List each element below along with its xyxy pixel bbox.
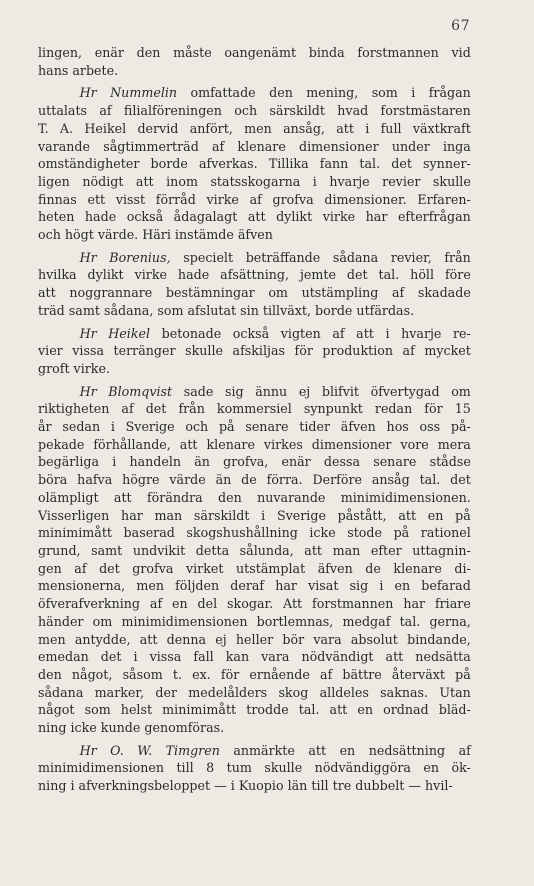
text-line: att noggrannare bestämningar om utstämpling af skadade xyxy=(38,286,471,302)
speaker-name: Hr O. W. Timgren xyxy=(79,743,220,759)
text-line: ning icke kunde genomföras. xyxy=(38,721,225,737)
line-text: sade sig ännu ej blifvit öfvertygad om xyxy=(172,384,471,400)
text-line: mensionerna, men följden deraf har visat sig i en befarad xyxy=(38,579,471,595)
text-line: böra hafva högre värde än de förra. Derföre ansåg tal. det xyxy=(38,473,471,489)
text-line: ning i afverkningsbeloppet — i Kuopio län till tre dubbelt — hvil- xyxy=(38,779,453,795)
text-line: hvilka dylikt virke hade afsättning, jemte det tal. höll före xyxy=(38,268,471,284)
text-line: heten hade också ådagalagt att dylikt virke har efterfrågan xyxy=(38,210,471,226)
line-text: specielt beträffande sådana revier, från xyxy=(170,250,471,266)
page-number: 67 xyxy=(451,18,470,34)
text-line: hans arbete. xyxy=(38,63,119,79)
line-text: omfattade den mening, som i frågan xyxy=(177,86,471,102)
paragraph xyxy=(38,384,471,738)
text-line xyxy=(38,326,471,344)
text-line: något som helst minimimått trodde tal. att en ordnad bläd- xyxy=(38,703,471,719)
text-line: omständigheter borde afverkas. Tillika fann tal. det synner- xyxy=(38,157,471,173)
text-line: varande sågtimmerträd af klenare dimensioner under inga xyxy=(38,139,471,155)
line-text: betonade också vigten af att i hvarje re- xyxy=(150,326,471,342)
text-line: lingen, enär den måste oangenämt binda forstmannen vid xyxy=(38,46,471,61)
text-line: pekade förhållande, att klenare virkes dimensioner vore mera xyxy=(38,437,471,453)
speaker-name: Hr Blomqvist xyxy=(79,384,173,400)
text-line: Visserligen har man särskildt i Sverige påstått, att en på xyxy=(38,508,471,524)
speaker-name: Hr Nummelin xyxy=(79,86,178,102)
text-line xyxy=(38,250,471,268)
text-line: T. A. Heikel dervid anfört, men ansåg, att i full växtkraft xyxy=(38,121,471,137)
paragraph xyxy=(38,743,471,796)
text-line xyxy=(38,85,471,103)
text-line: grund, samt undvikit detta sålunda, att man efter uttagnin- xyxy=(38,543,471,559)
text-line: den något, såsom t. ex. för ernående af bättre återväxt på xyxy=(38,667,471,683)
text-line: emedan det i vissa fall kan vara nödvändigt att nedsätta xyxy=(38,650,471,666)
text-line: minimidimensionen till 8 tum skulle nödvändiggöra en ök- xyxy=(38,761,471,777)
text-line: men antydde, att denna ej heller bör vara absolut bindande, xyxy=(38,632,471,648)
text-line: sådana marker, der medelålders skog alldeles saknas. Utan xyxy=(38,685,471,701)
text-line: vier vissa terränger skulle afskiljas för produktion af mycket xyxy=(38,344,471,360)
text-line: olämpligt att förändra den nuvarande minimidimensionen. xyxy=(38,490,471,506)
text-line: och högt värde. Häri instämde äfven xyxy=(38,228,273,244)
paragraph xyxy=(38,250,471,321)
text-line: begärliga i handeln än grofva, enär dessa senare stådse xyxy=(38,455,471,471)
text-line: uttalats af filialföreningen och särskildt hvad forstmästaren xyxy=(38,104,471,120)
text-line: groft virke. xyxy=(38,361,110,377)
text-line xyxy=(38,384,471,402)
text-line: riktigheten af det från kommersiel synpunkt redan för 15 xyxy=(38,402,471,418)
text-line: gen af det grofva virket utstämplat äfven de klenare di- xyxy=(38,561,471,577)
text-line: minimimått baserad skogshushållning icke stode på rationel xyxy=(38,526,471,542)
text-line: ligen nödigt att inom statsskogarna i hvarje revier skulle xyxy=(38,174,471,190)
text-line: händer om minimidimensionen bortlemnas, medgaf tal. gerna, xyxy=(38,614,471,630)
text-line: träd samt sådana, som afslutat sin tillväxt, borde utfärdas. xyxy=(38,303,415,319)
body-text xyxy=(38,45,471,796)
speaker-name: Hr Borenius, xyxy=(79,250,171,266)
paragraph xyxy=(38,85,471,244)
paragraph xyxy=(38,326,471,379)
text-line xyxy=(38,743,471,761)
text-line: år sedan i Sverige och på senare tider äfven hos oss på- xyxy=(38,420,471,436)
text-line: öfverafverkning af en del skogar. Att forstmannen har friare xyxy=(38,597,471,613)
line-text: anmärkte att en nedsättning af xyxy=(219,743,471,759)
paragraph xyxy=(38,45,471,80)
text-line: finnas ett visst förråd virke af grofva dimensioner. Erfaren- xyxy=(38,192,471,208)
speaker-name: Hr Heikel xyxy=(79,326,151,342)
